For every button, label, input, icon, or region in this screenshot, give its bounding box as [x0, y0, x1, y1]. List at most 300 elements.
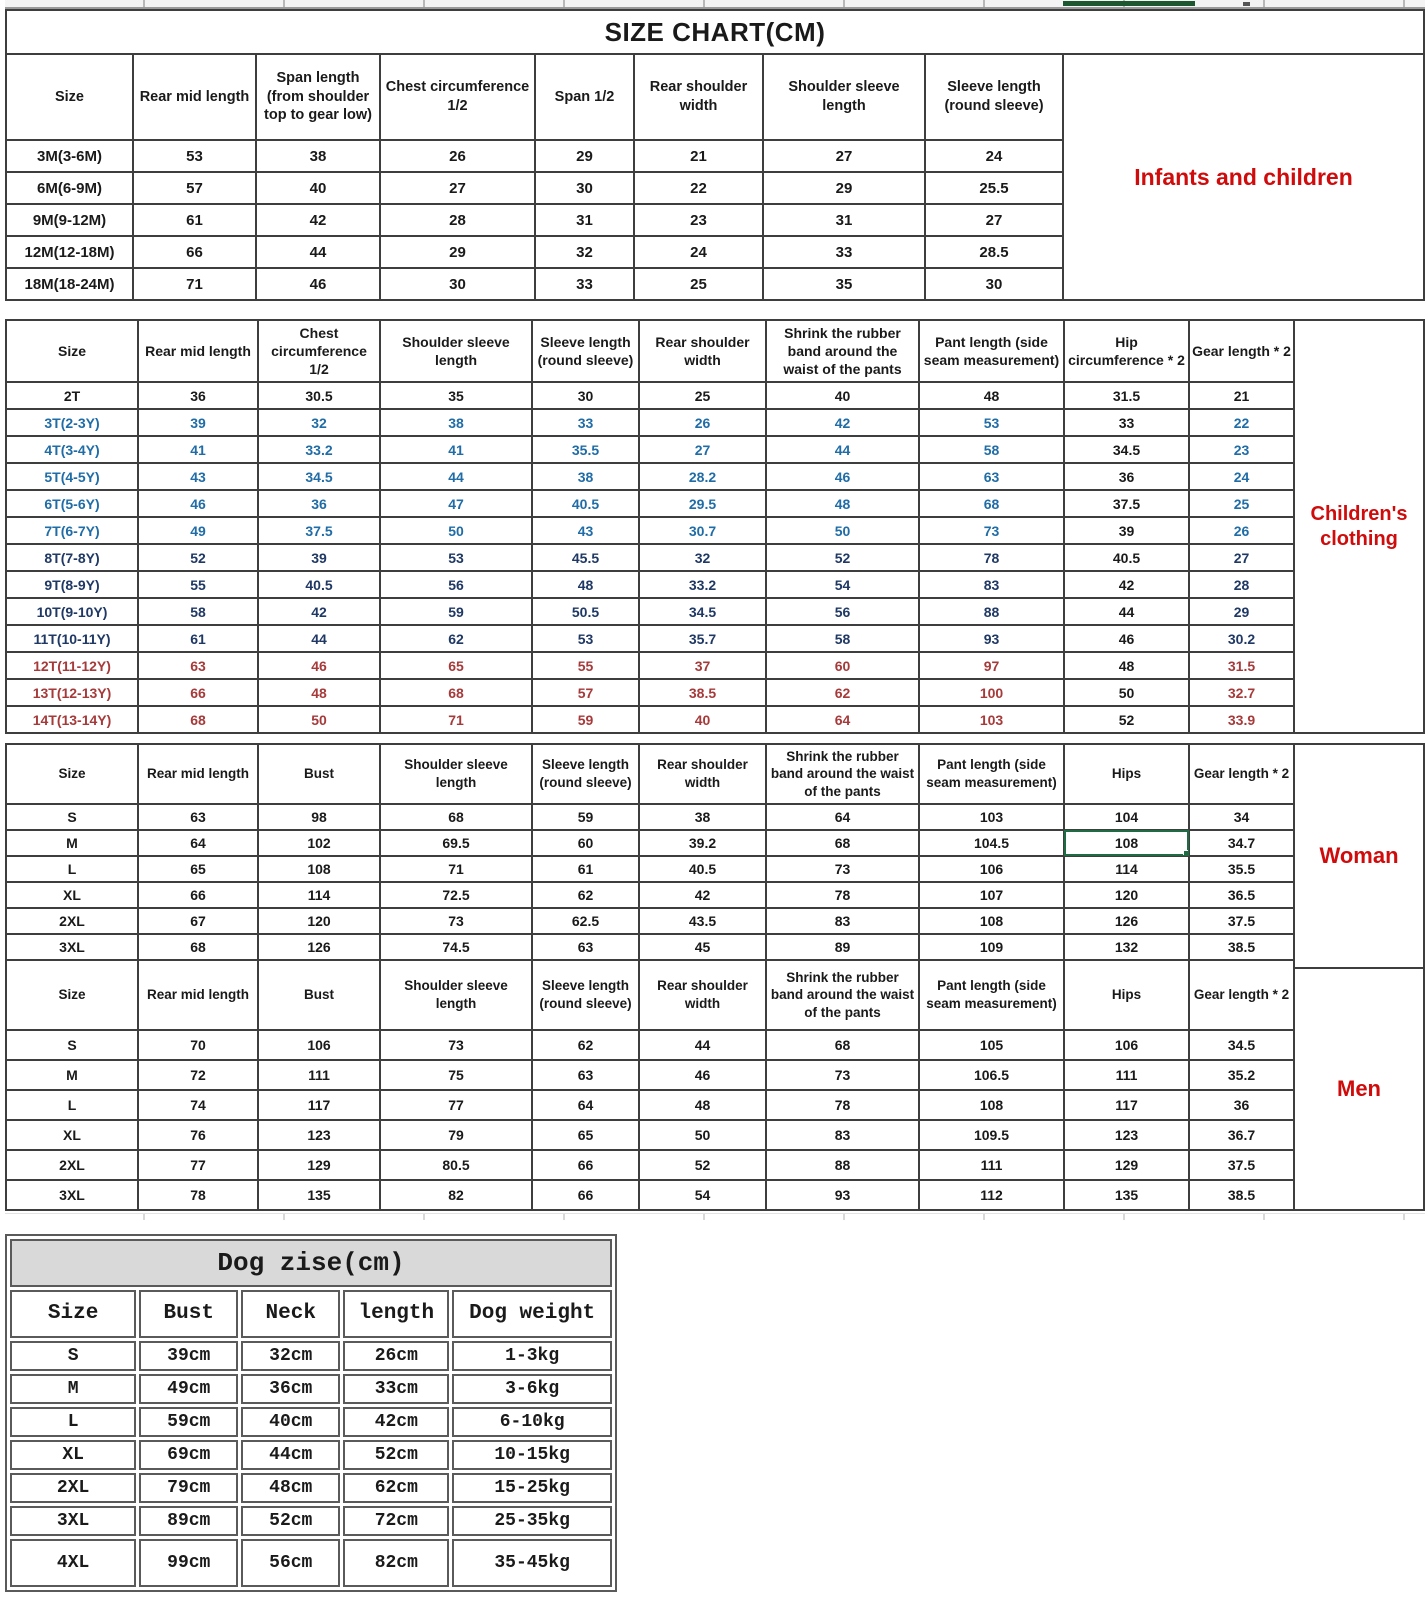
- value-cell: 40.5: [639, 856, 766, 882]
- adult-size-table: [5, 743, 1295, 1211]
- table-row: [6, 268, 1063, 300]
- value-cell: 29: [1189, 598, 1294, 625]
- value-cell: 102: [258, 830, 380, 856]
- size-cell: S: [6, 1030, 138, 1060]
- column-header: Shrink the rubber band around the waist of the pants: [766, 320, 919, 382]
- value-cell: 27: [639, 436, 766, 463]
- value-cell: 59cm: [139, 1407, 238, 1437]
- value-cell: 74.5: [380, 934, 532, 960]
- table-row: [6, 490, 1294, 517]
- value-cell: 93: [919, 625, 1064, 652]
- value-cell: 53: [919, 409, 1064, 436]
- value-cell: 44: [1064, 598, 1189, 625]
- table-row: [6, 463, 1294, 490]
- value-cell: 61: [532, 856, 639, 882]
- value-cell: 49cm: [139, 1374, 238, 1404]
- dog-header: [10, 1290, 612, 1338]
- value-cell: 80.5: [380, 1150, 532, 1180]
- value-cell: 26: [639, 409, 766, 436]
- column-header: Sleeve length (round sleeve): [532, 744, 639, 804]
- size-cell: 6T(5-6Y): [6, 490, 138, 517]
- children-header: [6, 320, 1294, 382]
- value-cell: 68: [138, 934, 258, 960]
- value-cell: 111: [258, 1060, 380, 1090]
- dog-size-table-frame: [5, 1234, 617, 1592]
- men-header: [6, 960, 1294, 1030]
- children-rows: [6, 382, 1294, 733]
- table-row: [6, 1090, 1294, 1120]
- value-cell: 45: [639, 934, 766, 960]
- value-cell: 39: [258, 544, 380, 571]
- value-cell: 71: [380, 856, 532, 882]
- value-cell: 35.5: [1189, 856, 1294, 882]
- value-cell: 48: [258, 679, 380, 706]
- value-cell: 44: [766, 436, 919, 463]
- value-cell: 108: [1064, 830, 1189, 856]
- value-cell: 66: [532, 1150, 639, 1180]
- value-cell: 103: [919, 706, 1064, 733]
- size-cell: M: [10, 1374, 136, 1404]
- value-cell: 31.5: [1064, 382, 1189, 409]
- value-cell: 72: [138, 1060, 258, 1090]
- value-cell: 43: [532, 517, 639, 544]
- value-cell: 28.5: [925, 236, 1063, 268]
- value-cell: 61: [133, 204, 256, 236]
- value-cell: 33.9: [1189, 706, 1294, 733]
- column-header: Span 1/2: [535, 54, 634, 140]
- value-cell: 73: [380, 1030, 532, 1060]
- value-cell: 33cm: [343, 1374, 449, 1404]
- value-cell: 50.5: [532, 598, 639, 625]
- size-cell: 5T(4-5Y): [6, 463, 138, 490]
- value-cell: 106: [919, 856, 1064, 882]
- table-row: [6, 544, 1294, 571]
- column-header: Bust: [258, 960, 380, 1030]
- value-cell: 82cm: [343, 1539, 449, 1587]
- value-cell: 68: [766, 830, 919, 856]
- value-cell: 38: [532, 463, 639, 490]
- value-cell: 62: [532, 882, 639, 908]
- value-cell: 64: [532, 1090, 639, 1120]
- value-cell: 72.5: [380, 882, 532, 908]
- value-cell: 103: [919, 804, 1064, 830]
- value-cell: 89: [766, 934, 919, 960]
- dog-size-table: [7, 1236, 615, 1590]
- dog-table-title-row: [10, 1239, 612, 1287]
- value-cell: 50: [639, 1120, 766, 1150]
- table-row: [10, 1407, 612, 1437]
- value-cell: 22: [634, 172, 763, 204]
- value-cell: 52: [1064, 706, 1189, 733]
- table-row: [10, 1440, 612, 1470]
- size-cell: 4T(3-4Y): [6, 436, 138, 463]
- column-header: Rear shoulder width: [639, 320, 766, 382]
- value-cell: 30: [380, 268, 535, 300]
- size-cell: 3M(3-6M): [6, 140, 133, 172]
- value-cell: 40: [639, 706, 766, 733]
- value-cell: 29: [763, 172, 925, 204]
- table-row: [6, 1150, 1294, 1180]
- column-header: Rear mid length: [133, 54, 256, 140]
- value-cell: 77: [138, 1150, 258, 1180]
- value-cell: 63: [919, 463, 1064, 490]
- value-cell: 25: [634, 268, 763, 300]
- value-cell: 73: [766, 856, 919, 882]
- size-cell: 11T(10-11Y): [6, 625, 138, 652]
- value-cell: 33.2: [639, 571, 766, 598]
- column-header: length: [343, 1290, 449, 1338]
- value-cell: 37.5: [1189, 1150, 1294, 1180]
- value-cell: 42: [258, 598, 380, 625]
- column-header: Pant length (side seam measurement): [919, 960, 1064, 1030]
- value-cell: 71: [380, 706, 532, 733]
- header-row: [6, 744, 1294, 804]
- woman-group-label: Woman: [1293, 743, 1425, 969]
- value-cell: 89cm: [139, 1506, 238, 1536]
- value-cell: 58: [766, 625, 919, 652]
- value-cell: 42: [1064, 571, 1189, 598]
- value-cell: 114: [1064, 856, 1189, 882]
- value-cell: 62: [766, 679, 919, 706]
- size-cell: S: [6, 804, 138, 830]
- value-cell: 46: [766, 463, 919, 490]
- value-cell: 31: [763, 204, 925, 236]
- value-cell: 49: [138, 517, 258, 544]
- table-row: [6, 934, 1294, 960]
- value-cell: 44: [258, 625, 380, 652]
- value-cell: 40: [256, 172, 380, 204]
- column-header: Size: [6, 960, 138, 1030]
- value-cell: 28: [380, 204, 535, 236]
- value-cell: 62.5: [532, 908, 639, 934]
- column-tick: [1243, 2, 1250, 6]
- size-cell: 3XL: [6, 1180, 138, 1210]
- value-cell: 73: [380, 908, 532, 934]
- size-cell: XL: [10, 1440, 136, 1470]
- value-cell: 35-45kg: [452, 1539, 612, 1587]
- value-cell: 32.7: [1189, 679, 1294, 706]
- value-cell: 42: [639, 882, 766, 908]
- adult-block: [5, 743, 1425, 1211]
- header-row: [6, 960, 1294, 1030]
- size-cell: 2XL: [6, 908, 138, 934]
- column-header: Shoulder sleeve length: [380, 960, 532, 1030]
- value-cell: 66: [133, 236, 256, 268]
- value-cell: 21: [634, 140, 763, 172]
- value-cell: 82: [380, 1180, 532, 1210]
- infants-size-table: [5, 53, 1064, 301]
- infants-rows: [6, 140, 1063, 300]
- spreadsheet-column-strip: [5, 0, 1425, 9]
- value-cell: 36.5: [1189, 882, 1294, 908]
- green-selection-marker: [1063, 1, 1195, 6]
- value-cell: 59: [532, 706, 639, 733]
- value-cell: 97: [919, 652, 1064, 679]
- value-cell: 62cm: [343, 1473, 449, 1503]
- value-cell: 73: [766, 1060, 919, 1090]
- table-row: [10, 1374, 612, 1404]
- value-cell: 36: [258, 490, 380, 517]
- value-cell: 44cm: [241, 1440, 340, 1470]
- value-cell: 35.7: [639, 625, 766, 652]
- value-cell: 63: [138, 804, 258, 830]
- value-cell: 33: [532, 409, 639, 436]
- value-cell: 126: [1064, 908, 1189, 934]
- value-cell: 78: [919, 544, 1064, 571]
- value-cell: 34.7: [1189, 830, 1294, 856]
- column-header: Hip circumference * 2: [1064, 320, 1189, 382]
- value-cell: 3-6kg: [452, 1374, 612, 1404]
- value-cell: 44: [380, 463, 532, 490]
- value-cell: 100: [919, 679, 1064, 706]
- size-cell: 13T(12-13Y): [6, 679, 138, 706]
- header-row: [10, 1290, 612, 1338]
- value-cell: 117: [1064, 1090, 1189, 1120]
- value-cell: 78: [766, 882, 919, 908]
- value-cell: 30: [535, 172, 634, 204]
- size-cell: 3XL: [6, 934, 138, 960]
- value-cell: 36: [1189, 1090, 1294, 1120]
- value-cell: 41: [380, 436, 532, 463]
- table-row: [6, 409, 1294, 436]
- value-cell: 105: [919, 1030, 1064, 1060]
- column-header: Bust: [139, 1290, 238, 1338]
- value-cell: 117: [258, 1090, 380, 1120]
- value-cell: 42: [256, 204, 380, 236]
- table-row: [10, 1473, 612, 1503]
- column-header: Size: [10, 1290, 136, 1338]
- value-cell: 65: [532, 1120, 639, 1150]
- value-cell: 46: [258, 652, 380, 679]
- value-cell: 34.5: [258, 463, 380, 490]
- value-cell: 37: [639, 652, 766, 679]
- value-cell: 29.5: [639, 490, 766, 517]
- value-cell: 26cm: [343, 1341, 449, 1371]
- value-cell: 71: [133, 268, 256, 300]
- value-cell: 41: [138, 436, 258, 463]
- value-cell: 56: [380, 571, 532, 598]
- value-cell: 36.7: [1189, 1120, 1294, 1150]
- value-cell: 46: [639, 1060, 766, 1090]
- value-cell: 23: [634, 204, 763, 236]
- value-cell: 104.5: [919, 830, 1064, 856]
- value-cell: 56: [766, 598, 919, 625]
- column-header: Size: [6, 744, 138, 804]
- value-cell: 57: [532, 679, 639, 706]
- column-header: Shoulder sleeve length: [380, 744, 532, 804]
- value-cell: 54: [766, 571, 919, 598]
- value-cell: 31: [535, 204, 634, 236]
- column-header: Hips: [1064, 744, 1189, 804]
- infants-block: [5, 53, 1425, 301]
- value-cell: 27: [1189, 544, 1294, 571]
- value-cell: 39.2: [639, 830, 766, 856]
- value-cell: 67: [138, 908, 258, 934]
- size-cell: L: [10, 1407, 136, 1437]
- header-row: [6, 54, 1063, 140]
- value-cell: 32: [258, 409, 380, 436]
- infants-group-label: Infants and children: [1062, 53, 1425, 301]
- woman-rows: [6, 804, 1294, 960]
- column-header: Sleeve length (round sleeve): [532, 320, 639, 382]
- value-cell: 22: [1189, 409, 1294, 436]
- value-cell: 61: [138, 625, 258, 652]
- value-cell: 26: [1189, 517, 1294, 544]
- column-header: Rear mid length: [138, 744, 258, 804]
- value-cell: 25: [639, 382, 766, 409]
- value-cell: 23: [1189, 436, 1294, 463]
- size-cell: 6M(6-9M): [6, 172, 133, 204]
- table-row: [6, 830, 1294, 856]
- value-cell: 30: [925, 268, 1063, 300]
- value-cell: 39cm: [139, 1341, 238, 1371]
- value-cell: 36: [138, 382, 258, 409]
- value-cell: 50: [380, 517, 532, 544]
- woman-header: [6, 744, 1294, 804]
- column-header: Rear shoulder width: [634, 54, 763, 140]
- value-cell: 64: [766, 804, 919, 830]
- column-header: Dog weight: [452, 1290, 612, 1338]
- value-cell: 31.5: [1189, 652, 1294, 679]
- value-cell: 123: [258, 1120, 380, 1150]
- value-cell: 45.5: [532, 544, 639, 571]
- value-cell: 34.5: [1064, 436, 1189, 463]
- value-cell: 53: [133, 140, 256, 172]
- value-cell: 38.5: [1189, 934, 1294, 960]
- value-cell: 48: [766, 490, 919, 517]
- table-row: [10, 1539, 612, 1587]
- value-cell: 83: [766, 1120, 919, 1150]
- infants-header: [6, 54, 1063, 140]
- value-cell: 114: [258, 882, 380, 908]
- value-cell: 112: [919, 1180, 1064, 1210]
- value-cell: 40.5: [258, 571, 380, 598]
- column-header: Chest circumference 1/2: [380, 54, 535, 140]
- column-header: Sleeve length (round sleeve): [532, 960, 639, 1030]
- value-cell: 25: [1189, 490, 1294, 517]
- size-cell: XL: [6, 1120, 138, 1150]
- table-row: [6, 679, 1294, 706]
- value-cell: 53: [380, 544, 532, 571]
- size-cell: 12T(11-12Y): [6, 652, 138, 679]
- table-row: [6, 706, 1294, 733]
- size-cell: 9M(9-12M): [6, 204, 133, 236]
- value-cell: 38: [380, 409, 532, 436]
- value-cell: 59: [532, 804, 639, 830]
- value-cell: 55: [532, 652, 639, 679]
- value-cell: 65: [138, 856, 258, 882]
- column-header: Chest circumference 1/2: [258, 320, 380, 382]
- value-cell: 63: [532, 934, 639, 960]
- value-cell: 68: [919, 490, 1064, 517]
- table-row: [6, 625, 1294, 652]
- value-cell: 57: [133, 172, 256, 204]
- value-cell: 28: [1189, 571, 1294, 598]
- value-cell: 99cm: [139, 1539, 238, 1587]
- value-cell: 42: [766, 409, 919, 436]
- value-cell: 106: [1064, 1030, 1189, 1060]
- value-cell: 64: [138, 830, 258, 856]
- value-cell: 53: [532, 625, 639, 652]
- value-cell: 68: [766, 1030, 919, 1060]
- value-cell: 30.7: [639, 517, 766, 544]
- men-group-label: Men: [1293, 967, 1425, 1211]
- table-row: [6, 856, 1294, 882]
- value-cell: 88: [766, 1150, 919, 1180]
- value-cell: 36cm: [241, 1374, 340, 1404]
- dog-table-title: Dog zise(cm): [10, 1239, 612, 1287]
- value-cell: 132: [1064, 934, 1189, 960]
- column-header: Bust: [258, 744, 380, 804]
- value-cell: 52: [639, 1150, 766, 1180]
- size-cell: L: [6, 1090, 138, 1120]
- table-row: [6, 204, 1063, 236]
- value-cell: 108: [919, 908, 1064, 934]
- value-cell: 63: [532, 1060, 639, 1090]
- value-cell: 52: [766, 544, 919, 571]
- value-cell: 37.5: [258, 517, 380, 544]
- value-cell: 69cm: [139, 1440, 238, 1470]
- value-cell: 79cm: [139, 1473, 238, 1503]
- value-cell: 70: [138, 1030, 258, 1060]
- value-cell: 48: [1064, 652, 1189, 679]
- value-cell: 60: [766, 652, 919, 679]
- size-cell: XL: [6, 882, 138, 908]
- value-cell: 46: [256, 268, 380, 300]
- value-cell: 33.2: [258, 436, 380, 463]
- value-cell: 78: [138, 1180, 258, 1210]
- value-cell: 77: [380, 1090, 532, 1120]
- column-header: Rear shoulder width: [639, 744, 766, 804]
- value-cell: 48: [639, 1090, 766, 1120]
- column-header: Gear length * 2: [1189, 320, 1294, 382]
- value-cell: 64: [766, 706, 919, 733]
- value-cell: 62: [380, 625, 532, 652]
- value-cell: 107: [919, 882, 1064, 908]
- value-cell: 25.5: [925, 172, 1063, 204]
- size-cell: 3T(2-3Y): [6, 409, 138, 436]
- value-cell: 40.5: [532, 490, 639, 517]
- value-cell: 79: [380, 1120, 532, 1150]
- value-cell: 75: [380, 1060, 532, 1090]
- value-cell: 126: [258, 934, 380, 960]
- value-cell: 68: [380, 679, 532, 706]
- value-cell: 135: [258, 1180, 380, 1210]
- value-cell: 27: [763, 140, 925, 172]
- table-row: [10, 1506, 612, 1536]
- value-cell: 108: [919, 1090, 1064, 1120]
- value-cell: 40: [766, 382, 919, 409]
- value-cell: 33: [763, 236, 925, 268]
- column-header: Neck: [241, 1290, 340, 1338]
- table-row: [6, 1120, 1294, 1150]
- header-row: [10, 1239, 612, 1287]
- value-cell: 106.5: [919, 1060, 1064, 1090]
- value-cell: 129: [258, 1150, 380, 1180]
- value-cell: 39: [1064, 517, 1189, 544]
- value-cell: 36: [1064, 463, 1189, 490]
- value-cell: 32cm: [241, 1341, 340, 1371]
- value-cell: 108: [258, 856, 380, 882]
- value-cell: 68: [380, 804, 532, 830]
- size-cell: M: [6, 1060, 138, 1090]
- table-row: [6, 517, 1294, 544]
- value-cell: 46: [138, 490, 258, 517]
- value-cell: 33: [535, 268, 634, 300]
- value-cell: 104: [1064, 804, 1189, 830]
- value-cell: 73: [919, 517, 1064, 544]
- size-cell: 9T(8-9Y): [6, 571, 138, 598]
